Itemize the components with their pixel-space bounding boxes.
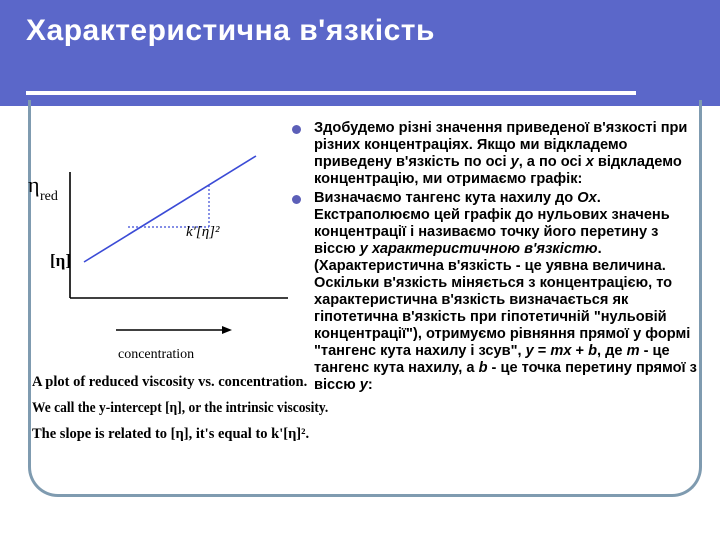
figure-caption-line-3: The slope is related to [η], it's equal to k'[η]².	[32, 426, 310, 442]
intercept-label: [η]	[50, 251, 71, 270]
bullet-text-2: Визначаємо тангенс кута нахилу до Ox. Екстраполюємо цей графік до нульових значень концентрації і називаємо точку його перетину з віссю y характеристичною в'язкістю. (Характеристична в'язкість - це уявна величина. Оскільки в'язкість міняється з концентрацією, то характеристична в'язкість визначається як гіпотетична в'язкість при гіпотетичній "нульовій концентрації"), отримуємо рівняння прямої у формі "тангенс кута нахилу і зсув", y = mx + b, де m - це тангенс кута нахилу, а b - це точка перетину прямої з віссю y:	[314, 190, 697, 393]
slope-label: k'[η]²	[186, 224, 220, 240]
figure-caption-line-1: A plot of reduced viscosity vs. concentration.	[32, 374, 308, 390]
plot-line	[84, 156, 256, 262]
slide-header	[0, 0, 720, 106]
viscosity-figure	[26, 112, 329, 452]
header-underline	[26, 91, 636, 95]
bullet-list	[292, 120, 702, 396]
y-axis-label-main: η	[28, 172, 40, 197]
figure-caption-line-2: We call the y-intercept [η], or the intrinsic viscosity.	[32, 400, 329, 416]
slide-title: Характеристична в'язкість	[26, 14, 435, 47]
x-axis-label: concentration	[118, 347, 195, 362]
y-axis-label-sub: red	[40, 189, 58, 204]
reduced-viscosity-plot	[26, 112, 316, 372]
bullet-dot-icon	[292, 195, 301, 204]
bullet-text-1: Здобудемо різні значення приведеної в'язкості при різних концентраціях. Якщо ми відкладемо приведену в'язкість по осі y, а по осі x відкладемо концентрацію, ми отримаємо графік:	[314, 120, 688, 187]
bullet-item	[292, 190, 702, 394]
bullet-item	[292, 120, 702, 188]
arrow-right-icon	[222, 326, 232, 334]
bullet-dot-icon	[292, 125, 301, 134]
